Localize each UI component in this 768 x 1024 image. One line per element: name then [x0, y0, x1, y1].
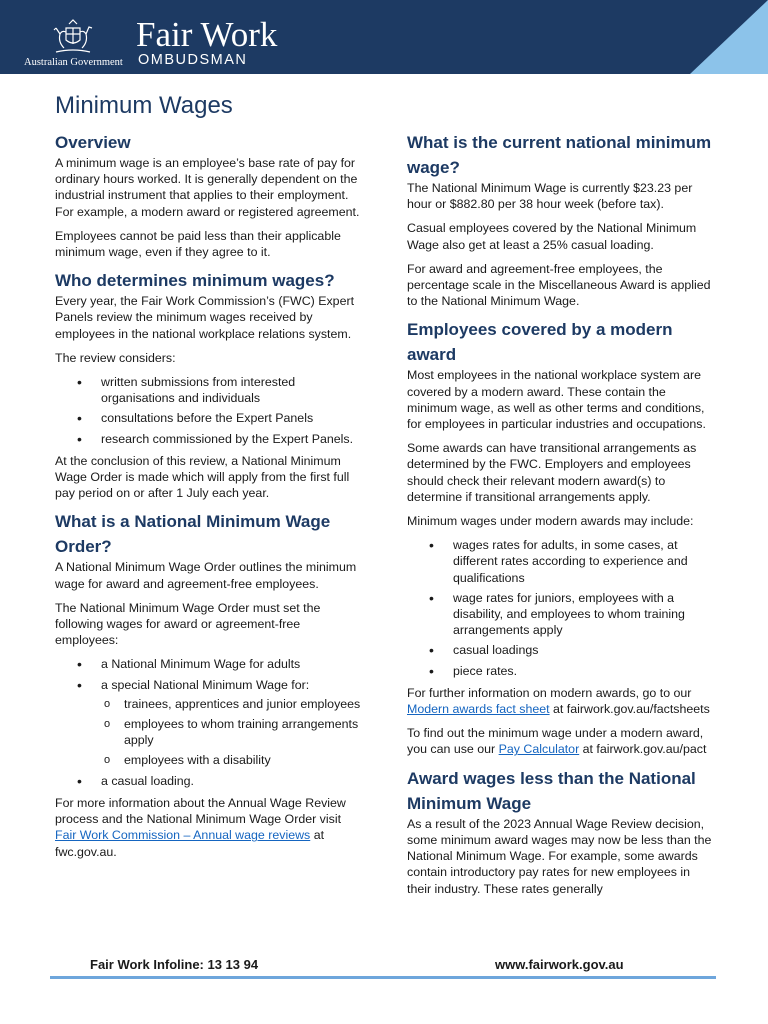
current-paragraph-1: The National Minimum Wage is currently $23.23 per hour or $882.80 per 38 hour week (before tax). [407, 181, 693, 212]
order-paragraph-3 [55, 795, 365, 860]
list-item: • research commissioned by the Expert Panels. [55, 431, 365, 447]
order-paragraph-2: The National Minimum Wage Order must set the following wages for award or agreement-free employees: [55, 600, 321, 648]
current-paragraph-3: For award and agreement-free employees, the percentage scale in the Miscellaneous Award is applied to the National Minimum Wage. [407, 261, 711, 309]
list-item: • wages rates for adults, in some cases, at different rates according to experience and qualifications [407, 537, 717, 586]
list-item: • consultations before the Expert Panels [55, 410, 365, 426]
covered-paragraph-1: Most employees in the national workplace system are covered by a modern award. These contain the minimum wage, as well as other terms and conditions, for employees in particular industries and occupations. [407, 368, 706, 432]
footer-infoline: Fair Work Infoline: 13 13 94 [90, 957, 259, 972]
overview-paragraph-1: A minimum wage is an employee’s base rate of pay for ordinary hours worked. It is generally dependent on the industrial instrument that applies to their employment. For example, a modern award or registered agreement. [55, 156, 360, 219]
who-paragraph-1: Every year, the Fair Work Commission’s (FWC) Expert Panels review the minimum wages received by employees in the national workplace relations system. [55, 294, 355, 341]
covered-p5-pre: To find out the minimum wage under a modern award, you can use our [407, 726, 704, 757]
covered-paragraph-4 [407, 685, 717, 717]
sublist-item: o employees to whom training arrangements apply [101, 716, 365, 748]
covered-paragraph-5 [407, 725, 717, 757]
covered-paragraph-3: Minimum wages under modern awards may include: [407, 514, 694, 529]
sublist-item: o employees with a disability [101, 752, 365, 768]
list-item-text: a special National Minimum Wage for: [101, 677, 310, 692]
award-wages-list [407, 537, 717, 679]
header-banner [0, 0, 768, 74]
wage-order-heading: What is a National Minimum Wage Order? [55, 512, 331, 557]
list-item: • wage rates for juniors, employees with a disability, and employees to whom training arrangements apply [407, 590, 717, 639]
left-column [55, 130, 365, 868]
list-item: • written submissions from interested organisations and individuals [55, 374, 365, 406]
right-column [407, 130, 717, 905]
footer-website: www.fairwork.gov.au [495, 957, 624, 972]
less-paragraph-1: As a result of the 2023 Annual Wage Review decision, some minimum award wages may now be less than the National Minimum Wage. For example, some awards contain introductory pay rates for new employees in their industry. These rates generally [407, 816, 712, 896]
list-item [55, 773, 365, 789]
banner-accent-triangle [690, 0, 768, 74]
list-item [55, 677, 365, 769]
list-item-text: a National Minimum Wage for adults [101, 657, 301, 672]
order-p3-post: at fwc.gov.au. [55, 828, 325, 859]
who-paragraph-3: At the conclusion of this review, a National Minimum Wage Order is made which will apply from the first full pay period on or after 1 July each year. [55, 453, 350, 501]
fwc-annual-wage-reviews-link[interactable]: Fair Work Commission – Annual wage reviews [55, 828, 311, 843]
sublist-item: o trainees, apprentices and junior employees [101, 696, 365, 712]
award-wages-less-heading: Award wages less than the National Minimum Wage [407, 768, 696, 813]
pay-calculator-link[interactable]: Pay Calculator [498, 742, 580, 757]
order-wages-list [55, 656, 365, 788]
who-paragraph-2: The review considers: [55, 350, 176, 365]
covered-p4-post: at fairwork.gov.au/factsheets [549, 702, 710, 717]
modern-awards-fact-sheet-link[interactable]: Modern awards fact sheet [407, 702, 550, 717]
covered-p4-pre: For further information on modern awards, go to our [407, 685, 692, 700]
current-minimum-wage-heading: What is the current national minimum wage? [407, 133, 712, 177]
who-determines-heading: Who determines minimum wages? [55, 271, 335, 291]
order-p3-pre: For more information about the Annual Wage Review process and the National Minimum Wage Order visit [55, 795, 346, 827]
ombudsman-logo-text: OMBUDSMAN [138, 52, 248, 68]
footer-divider [50, 976, 716, 979]
covered-p5-post: at fairwork.gov.au/pact [579, 742, 707, 757]
list-item-text: a casual loading. [101, 773, 194, 788]
australian-government-label: Australian Government [24, 57, 123, 68]
list-item: • piece rates. [407, 663, 717, 679]
list-item [55, 656, 365, 672]
page-title: Minimum Wages [55, 92, 233, 119]
special-wage-sublist [101, 696, 365, 769]
modern-award-heading: Employees covered by a modern award [407, 320, 673, 365]
overview-paragraph-2: Employees cannot be paid less than their applicable minimum wage, even if they agree to it. [55, 228, 341, 260]
coat-of-arms-icon [48, 18, 98, 56]
order-paragraph-1: A National Minimum Wage Order outlines the minimum wage for award and agreement-free employees. [55, 560, 357, 591]
overview-heading: Overview [55, 133, 131, 152]
list-item: • casual loadings [407, 642, 717, 658]
current-paragraph-2: Casual employees covered by the National Minimum Wage also get at least a 25% casual loading. [407, 221, 697, 252]
covered-paragraph-2: Some awards can have transitional arrangements as determined by the FWC. Employers and employees should check their relevant modern award(s) to determine if transitional arrangements apply. [407, 441, 697, 504]
review-considers-list [55, 374, 365, 447]
fair-work-logo-text: Fair Work [136, 15, 278, 54]
